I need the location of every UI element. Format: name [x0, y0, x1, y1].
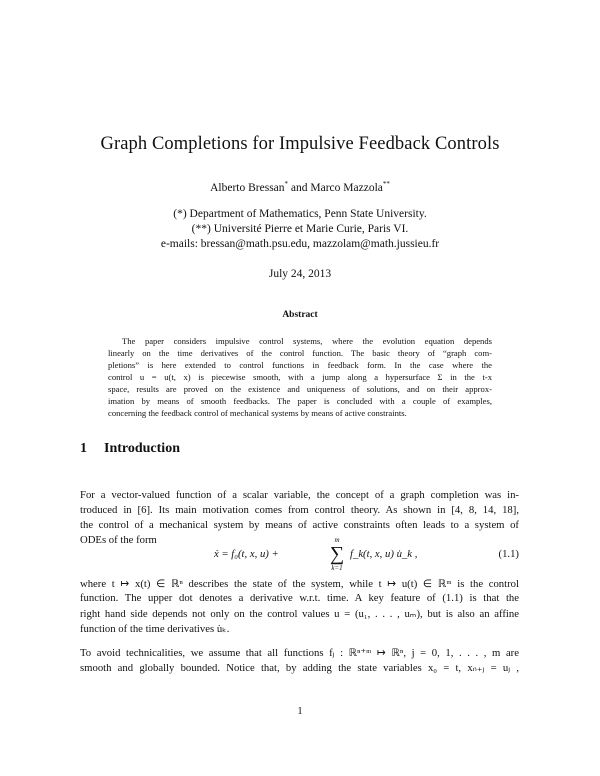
author-name: Marco Mazzola [310, 181, 383, 194]
abstract-line: control u = u(t, x) is piecewise smooth, with a jump along a hypersurface Σ in the t-x [108, 372, 492, 382]
body-line: ODEs of the form [80, 534, 157, 546]
abstract-line: concerning the feedback control of mechanical systems by means of active constraints. [108, 408, 407, 418]
body-line: troduced in [6]. Its main motivation comes from control theory. As shown in [4, 8, 14, 18], [80, 504, 519, 516]
author-name: Alberto Bressan [210, 181, 285, 194]
sum-upper-limit: m [334, 536, 340, 544]
abstract-heading: Abstract [282, 310, 318, 320]
abstract-line: pletions” is here extended to control functions in feedback form. In the case where the [108, 360, 492, 370]
body-line: To avoid technicalities, we assume that all functions fⱼ : ℝⁿ⁺ᵐ ↦ ℝⁿ, j = 0, 1, . . . , m are [80, 647, 519, 659]
email-line: e-mails: bressan@math.psu.edu, mazzolam@math.jussieu.fr [160, 238, 440, 250]
body-line: smooth and globally bounded. Notice that, by adding the state variables x₀ = t, xₙ₊ⱼ = uⱼ , [80, 662, 519, 674]
summation [327, 536, 347, 572]
abstract-line: linearly on the time derivatives of the control function. The basic theory of “graph com- [108, 348, 492, 358]
affiliation-line: (**) Université Pierre et Marie Curie, Paris VI. [191, 223, 409, 235]
author-line [0, 180, 600, 194]
author-mark: * [284, 180, 289, 188]
equation-rhs: f_k(t, x, u) u̇_k , [350, 548, 418, 560]
paper-title: Graph Completions for Impulsive Feedback Controls [100, 134, 500, 154]
page-number: 1 [297, 706, 303, 717]
section-heading [80, 441, 180, 457]
equation-lhs: ẋ = f₀(t, x, u) + [214, 548, 279, 560]
body-line: function. The upper dot denotes a derivative w.r.t. time. A key feature of (1.1) is that the [80, 592, 519, 604]
author-conjunction: and [288, 181, 311, 194]
equation-1-1 [80, 536, 519, 578]
body-line: where t ↦ x(t) ∈ ℝⁿ describes the state of the system, while t ↦ u(t) ∈ ℝᵐ is the control [80, 578, 519, 590]
abstract-line: space, results are proved on the existence and uniqueness of solutions, and on their approx- [108, 384, 492, 394]
body-line: function of the time derivatives u̇ₖ. [80, 623, 230, 635]
body-line: For a vector-valued function of a scalar variable, the concept of a graph completion was in- [80, 489, 519, 501]
section-number: 1 [80, 441, 87, 456]
affiliation-line: (*) Department of Mathematics, Penn State University. [173, 208, 427, 220]
section-title: Introduction [104, 441, 180, 456]
paper-date: July 24, 2013 [268, 268, 332, 280]
abstract-line: The paper considers impulsive control systems, where the evolution equation depends [122, 336, 492, 346]
body-line: right hand side depends not only on the control values u = (u₁, . . . , uₘ), but is also an affine [80, 608, 519, 620]
sum-symbol: ∑ [329, 543, 345, 565]
sum-lower-limit: k=1 [331, 564, 343, 572]
abstract-line: imation by means of smooth feedbacks. The paper is concluded with a couple of examples, [108, 396, 492, 406]
author-mark: ** [382, 180, 390, 188]
equation-number: (1.1) [498, 548, 519, 560]
body-line: the control of a mechanical system by means of active constraints often leads to a system of [80, 519, 519, 531]
